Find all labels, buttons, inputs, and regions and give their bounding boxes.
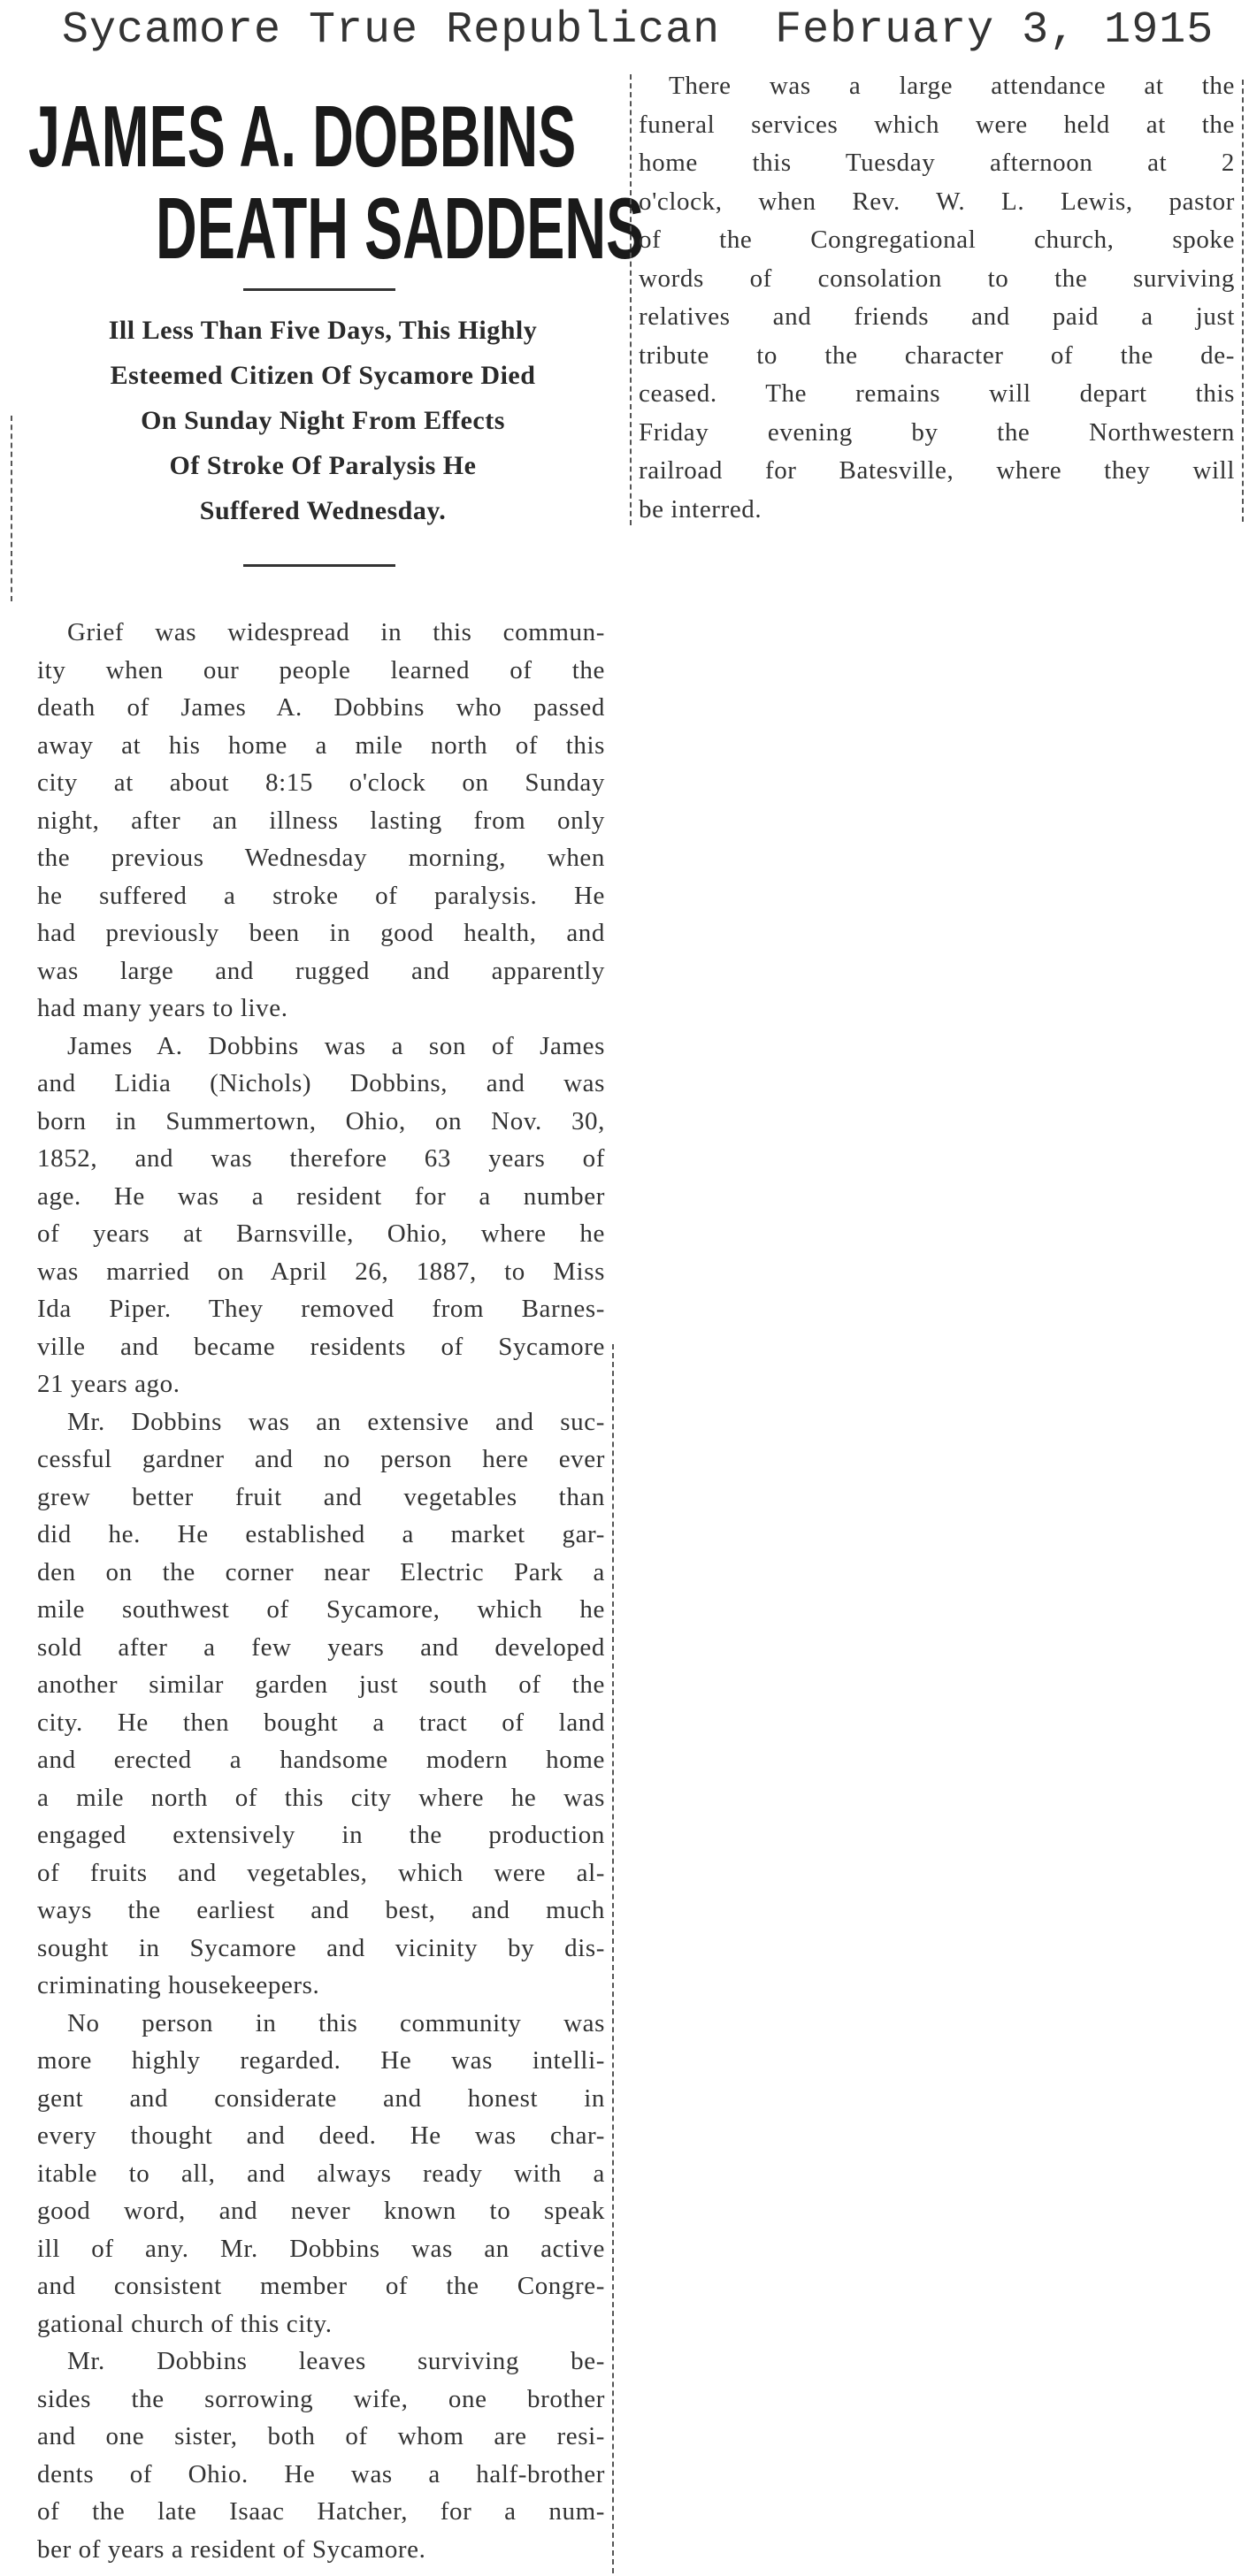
deck-line: Esteemed Citizen Of Sycamore Died [110, 361, 536, 390]
text-line: ill of any. Mr. Dobbins was an active [37, 2234, 605, 2263]
text-line: o'clock, when Rev. W. L. Lewis, pastor [639, 187, 1235, 216]
text-line: did he. He established a market gar- [37, 1520, 605, 1548]
text-line: sought in Sycamore and vicinity by dis- [37, 1933, 605, 1962]
text-line: Ida Piper. They removed from Barnes- [37, 1295, 605, 1323]
text-line: Mr. Dobbins was an extensive and suc- [67, 1407, 605, 1436]
column-border [612, 1344, 614, 2573]
text-line: sold after a few years and developed [37, 1632, 605, 1662]
text-line: mile southwest of Sycamore, which he [37, 1595, 605, 1624]
text-line: Friday evening by the Northwestern [639, 417, 1235, 447]
text-line: ber of years a resident of Sycamore. [37, 2534, 426, 2564]
text-line: of years at Barnsville, Ohio, where he [37, 1219, 605, 1248]
text-line: 21 years ago. [37, 1370, 180, 1398]
deck-line: Ill Less Than Five Days, This Highly [108, 316, 538, 345]
newspaper-masthead: Sycamore True Republican February 3, 1915 [62, 5, 1215, 56]
text-line: ity when our people learned of the [37, 655, 605, 684]
text-line: ville and became residents of Sycamore [37, 1332, 605, 1361]
divider-rule [243, 288, 395, 291]
text-line: grew better fruit and vegetables than [37, 1482, 605, 1511]
paragraph [37, 614, 605, 1028]
text-line: criminating housekeepers. [37, 1971, 320, 1999]
text-line: he suffered a stroke of paralysis. He [37, 881, 605, 910]
column-divider [630, 74, 632, 525]
text-line: sides the sorrowing wife, one brother [37, 2384, 605, 2413]
text-line: James A. Dobbins was a son of James [67, 1031, 605, 1060]
text-line: was married on April 26, 1887, to Miss [37, 1257, 605, 1286]
headline-line-1: JAMES A. DOBBINS [28, 88, 577, 185]
text-line: born in Summertown, Ohio, on Nov. 30, [37, 1106, 605, 1135]
deck-line: Of Stroke Of Paralysis He [169, 451, 477, 480]
text-line: dents of Ohio. He was a half-brother [37, 2459, 605, 2488]
text-line: every thought and deed. He was char- [37, 2121, 605, 2150]
text-line: and one sister, both of whom are resi- [37, 2422, 605, 2450]
text-line: Grief was widespread in this commun- [67, 618, 605, 646]
headline-line-2: DEATH SADDENS [156, 180, 645, 277]
text-line: death of James A. Dobbins who passed [37, 693, 605, 722]
text-line: be interred. [639, 494, 762, 524]
text-line: age. He was a resident for a number [37, 1181, 605, 1211]
paragraph [37, 1403, 605, 2005]
text-line: words of consolation to the surviving [639, 264, 1235, 293]
text-line: of fruits and vegetables, which were al- [37, 1858, 605, 1887]
text-line: city. He then bought a tract of land [37, 1708, 605, 1737]
text-line: the previous Wednesday morning, when [37, 844, 605, 872]
column-border [1242, 80, 1244, 522]
text-line: of the late Isaac Hatcher, for a num- [37, 2497, 605, 2526]
article-right-column [639, 67, 1235, 529]
text-line: 1852, and was therefore 63 years of [37, 1144, 605, 1173]
paragraph [37, 2343, 605, 2568]
paragraph [37, 1028, 605, 1403]
text-line: home this Tuesday afternoon at 2 [639, 149, 1235, 177]
text-line: city at about 8:15 o'clock on Sunday [37, 768, 605, 797]
divider-rule [243, 564, 395, 567]
text-line: gational church of this city. [37, 2309, 333, 2338]
text-line: away at his home a mile north of this [37, 730, 605, 760]
article-left-column [37, 614, 605, 2568]
text-line: more highly regarded. He was intelli- [37, 2046, 605, 2075]
paragraph [639, 67, 1235, 529]
text-line: railroad for Batesville, where they will [639, 456, 1235, 485]
text-line: another similar garden just south of the [37, 1670, 605, 1699]
text-line: den on the corner near Electric Park a [37, 1557, 605, 1586]
text-line: relatives and friends and paid a just [639, 302, 1235, 331]
text-line: had previously been in good health, and [37, 919, 605, 947]
text-line: No person in this community was [67, 2008, 605, 2037]
text-line: was large and rugged and apparently [37, 956, 605, 985]
text-line: tribute to the character of the de- [639, 340, 1235, 370]
text-line: itable to all, and always ready with a [37, 2159, 605, 2188]
subheadline-deck [18, 308, 628, 533]
text-line: had many years to live. [37, 994, 288, 1022]
text-line: Mr. Dobbins leaves surviving be- [67, 2347, 605, 2375]
text-line: funeral services which were held at the [639, 110, 1235, 139]
text-line: cessful gardner and no person here ever [37, 1445, 605, 1473]
text-line: and erected a handsome modern home [37, 1746, 605, 1774]
text-line: of the Congregational church, spoke [639, 225, 1235, 254]
deck-line: Suffered Wednesday. [199, 496, 447, 525]
text-line: good word, and never known to speak [37, 2197, 605, 2225]
text-line: ceased. The remains will depart this [639, 379, 1235, 408]
paragraph [37, 2005, 605, 2343]
deck-line: On Sunday Night From Effects [141, 406, 505, 435]
text-line: engaged extensively in the production [37, 1821, 605, 1849]
text-line: gent and considerate and honest in [37, 2083, 605, 2113]
text-line: a mile north of this city where he was [37, 1783, 605, 1812]
text-line: and consistent member of the Congre- [37, 2272, 605, 2300]
text-line: There was a large attendance at the [669, 72, 1235, 100]
column-border [11, 416, 12, 601]
text-line: ways the earliest and best, and much [37, 1896, 605, 1924]
text-line: night, after an illness lasting from only [37, 806, 605, 835]
text-line: and Lidia (Nichols) Dobbins, and was [37, 1069, 605, 1097]
